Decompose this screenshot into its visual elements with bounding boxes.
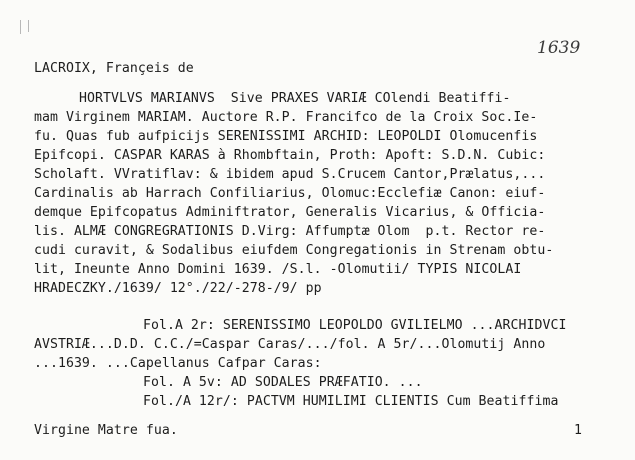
margin-mark — [20, 20, 21, 34]
body-line: lis. ALMÆ CONGREGRATIONIS D.Virg: Affumptæ Olom p.t. Rector re- — [34, 224, 546, 239]
note-line: Fol.A 2r: SERENISSIMO LEOPOLDO GVILIELMO ...ARCHIDVCI — [143, 318, 567, 333]
note-line: ...1639. ...Capellanus Cafpar Caras: — [34, 356, 322, 371]
margin-mark — [28, 20, 29, 32]
body-line: HORTVLVS MARIANVS Sive PRAXES VARIÆ COlendi Beatiffi- — [79, 91, 511, 106]
note-line: Fol./A 12r/: PACTVM HUMILIMI CLIENTIS Cum Beatiffima — [143, 394, 559, 409]
note-line: Virgine Matre fua. — [34, 423, 178, 438]
note-line: Fol. A 5v: AD SODALES PRÆFATIO. ... — [143, 375, 423, 390]
page-number: 1 — [574, 423, 582, 438]
body-line: Epifcopi. CASPAR KARAS à Rhombftain, Proth: Apoft: S.D.N. Cubic: — [34, 148, 546, 163]
body-line: lit, Ineunte Anno Domini 1639. /S.l. -Olomutii/ TYPIS NICOLAI — [34, 262, 522, 277]
body-line: mam Virginem MARIAM. Auctore R.P. Francifco de la Croix Soc.Ie- — [34, 110, 538, 125]
body-line: HRADECZKY./1639/ 12°./22/-278-/9/ pp — [34, 281, 322, 296]
note-line: AVSTRIÆ...D.D. C.C./=Caspar Caras/.../fol. A 5r/...Olomutij Anno — [34, 337, 546, 352]
year-annotation: 1639 — [537, 38, 581, 58]
body-line: Scholaft. VVratiflav: & ibidem apud S.Crucem Cantor,Prælatus,... — [34, 167, 546, 182]
body-line: demque Epifcopatus Adminiftrator, Generalis Vicarius, & Officia- — [34, 205, 546, 220]
body-line: fu. Quas fub aufpicijs SERENISSIMI ARCHID: LEOPOLDI Olomucenfis — [34, 129, 538, 144]
author-heading: LACROIX, Françeis de — [34, 61, 194, 76]
body-line: cudi curavit, & Sodalibus eiufdem Congregationis in Strenam obtu- — [34, 243, 554, 258]
body-line: Cardinalis ab Harrach Confiliarius, Olomuc:Ecclefiæ Canon: eiuf- — [34, 186, 546, 201]
